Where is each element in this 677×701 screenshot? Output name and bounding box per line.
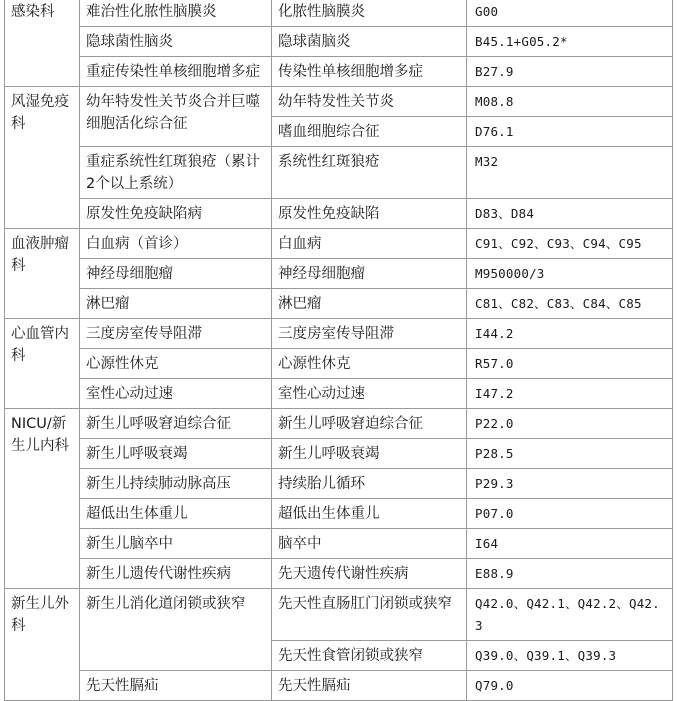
diagnosis-cell: 系统性红斑狼疮 bbox=[272, 147, 467, 199]
diagnosis-cell: 持续胎儿循环 bbox=[272, 469, 467, 499]
disease-cell: 新生儿消化道闭锁或狭窄 bbox=[80, 589, 272, 671]
diagnosis-cell: 超低出生体重儿 bbox=[272, 499, 467, 529]
icd-code-cell: B45.1+G05.2* bbox=[467, 27, 673, 57]
icd-code-cell: Q39.0、Q39.1、Q39.3 bbox=[467, 641, 673, 671]
diagnosis-cell: 嗜血细胞综合征 bbox=[272, 117, 467, 147]
diagnosis-cell: 三度房室传导阻滞 bbox=[272, 319, 467, 349]
icd-code-cell: C91、C92、C93、C94、C95 bbox=[467, 229, 673, 259]
diagnosis-cell: 隐球菌脑炎 bbox=[272, 27, 467, 57]
diagnosis-cell: 传染性单核细胞增多症 bbox=[272, 57, 467, 87]
icd-code-cell: E88.9 bbox=[467, 559, 673, 589]
diagnosis-cell: 神经母细胞瘤 bbox=[272, 259, 467, 289]
icd-code-cell: P07.0 bbox=[467, 499, 673, 529]
table-row bbox=[5, 379, 673, 409]
diagnosis-cell: 先天性直肠肛门闭锁或狭窄 bbox=[272, 589, 467, 641]
disease-cell: 神经母细胞瘤 bbox=[80, 259, 272, 289]
icd-code-cell: M950000/3 bbox=[467, 259, 673, 289]
diagnosis-cell: 新生儿呼吸衰竭 bbox=[272, 439, 467, 469]
department-cell: 风湿免疫科 bbox=[5, 87, 80, 229]
table-row bbox=[5, 0, 673, 27]
table-row bbox=[5, 229, 673, 259]
table-row bbox=[5, 319, 673, 349]
diagnosis-cell: 白血病 bbox=[272, 229, 467, 259]
disease-cell: 重症系统性红斑狼疮（累计2个以上系统） bbox=[80, 147, 272, 199]
table-row bbox=[5, 87, 673, 117]
disease-cell: 室性心动过速 bbox=[80, 379, 272, 409]
icd-code-cell: M32 bbox=[467, 147, 673, 199]
table-row bbox=[5, 589, 673, 641]
table-row bbox=[5, 57, 673, 87]
diagnosis-cell: 心源性休克 bbox=[272, 349, 467, 379]
icd-code-cell: B27.9 bbox=[467, 57, 673, 87]
icd-code-cell: Q42.0、Q42.1、Q42.2、Q42.3 bbox=[467, 589, 673, 641]
diagnosis-cell: 新生儿呼吸窘迫综合征 bbox=[272, 409, 467, 439]
table-row bbox=[5, 469, 673, 499]
department-cell: 心血管内科 bbox=[5, 319, 80, 409]
icd-code-cell: I47.2 bbox=[467, 379, 673, 409]
table-row bbox=[5, 499, 673, 529]
disease-cell: 难治性化脓性脑膜炎 bbox=[80, 0, 272, 27]
disease-cell: 隐球菌性脑炎 bbox=[80, 27, 272, 57]
table-row bbox=[5, 27, 673, 57]
diagnosis-cell: 先天性膈疝 bbox=[272, 671, 467, 701]
diagnosis-cell: 先天遗传代谢性疾病 bbox=[272, 559, 467, 589]
table-row bbox=[5, 439, 673, 469]
icd-code-cell: C81、C82、C83、C84、C85 bbox=[467, 289, 673, 319]
department-cell: NICU/新生儿内科 bbox=[5, 409, 80, 589]
disease-cell: 原发性免疫缺陷病 bbox=[80, 199, 272, 229]
icd-code-cell: M08.8 bbox=[467, 87, 673, 117]
department-cell: 感染科 bbox=[5, 0, 80, 87]
disease-cell: 心源性休克 bbox=[80, 349, 272, 379]
disease-cell: 淋巴瘤 bbox=[80, 289, 272, 319]
icd-code-cell: P28.5 bbox=[467, 439, 673, 469]
diagnosis-cell: 化脓性脑膜炎 bbox=[272, 0, 467, 27]
department-cell: 新生儿外科 bbox=[5, 589, 80, 701]
icd-code-cell: G00 bbox=[467, 0, 673, 27]
table-row bbox=[5, 529, 673, 559]
table-row bbox=[5, 199, 673, 229]
table-row bbox=[5, 559, 673, 589]
table-row bbox=[5, 289, 673, 319]
icd-code-cell: P29.3 bbox=[467, 469, 673, 499]
disease-cell: 先天性膈疝 bbox=[80, 671, 272, 701]
diagnosis-cell: 幼年特发性关节炎 bbox=[272, 87, 467, 117]
department-cell: 血液肿瘤科 bbox=[5, 229, 80, 319]
diagnosis-cell: 先天性食管闭锁或狭窄 bbox=[272, 641, 467, 671]
disease-cell: 新生儿持续肺动脉高压 bbox=[80, 469, 272, 499]
icd-code-cell: D83、D84 bbox=[467, 199, 673, 229]
disease-cell: 新生儿呼吸窘迫综合征 bbox=[80, 409, 272, 439]
table-row bbox=[5, 349, 673, 379]
icd-code-cell: D76.1 bbox=[467, 117, 673, 147]
disease-cell: 新生儿遗传代谢性疾病 bbox=[80, 559, 272, 589]
table-row bbox=[5, 259, 673, 289]
icd-code-cell: P22.0 bbox=[467, 409, 673, 439]
table-row bbox=[5, 147, 673, 199]
table-row bbox=[5, 409, 673, 439]
diagnosis-cell: 原发性免疫缺陷 bbox=[272, 199, 467, 229]
icd-code-cell: Q79.0 bbox=[467, 671, 673, 701]
disease-cell: 新生儿脑卒中 bbox=[80, 529, 272, 559]
icd-code-cell: R57.0 bbox=[467, 349, 673, 379]
icd-code-cell: I44.2 bbox=[467, 319, 673, 349]
disease-cell: 幼年特发性关节炎合并巨噬细胞活化综合征 bbox=[80, 87, 272, 147]
icd-code-cell: I64 bbox=[467, 529, 673, 559]
disease-cell: 三度房室传导阻滞 bbox=[80, 319, 272, 349]
disease-cell: 白血病（首诊） bbox=[80, 229, 272, 259]
diagnosis-cell: 室性心动过速 bbox=[272, 379, 467, 409]
disease-cell: 新生儿呼吸衰竭 bbox=[80, 439, 272, 469]
diagnosis-cell: 淋巴瘤 bbox=[272, 289, 467, 319]
disease-cell: 超低出生体重儿 bbox=[80, 499, 272, 529]
disease-cell: 重症传染性单核细胞增多症 bbox=[80, 57, 272, 87]
diagnosis-cell: 脑卒中 bbox=[272, 529, 467, 559]
disease-code-table bbox=[4, 0, 673, 701]
